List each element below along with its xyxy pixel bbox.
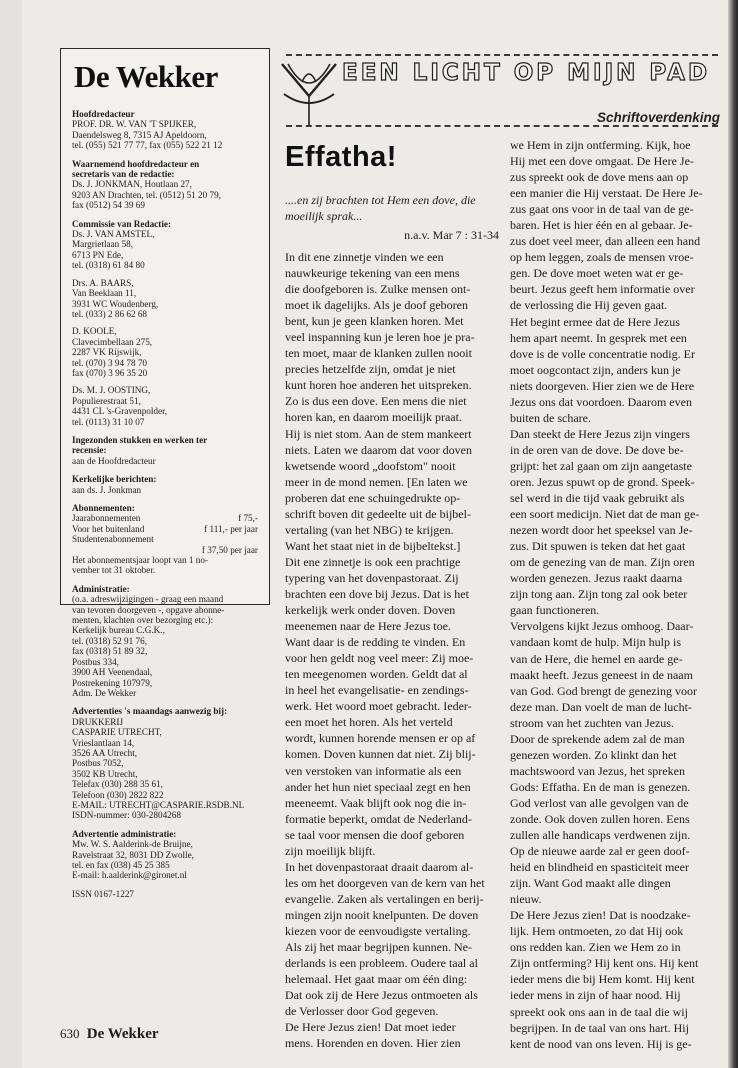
section-heading: Waarnemend hoofdredacteur en [72, 158, 200, 169]
quote-line: moeilijk sprak... [285, 208, 363, 223]
text-line: Telefax (030) 288 35 61, [72, 779, 163, 790]
article-text-line: ander het hun niet speciaal zegt en hen [285, 779, 471, 794]
page-binding-edge [728, 0, 738, 1068]
article-text-line: we Hem in zijn ontferming. Kijk, hoe [510, 138, 691, 152]
article-text-line: Zo is dus een dove. Een mens die niet [285, 394, 467, 409]
article-text-line: grijpt: het zal gaan om zijn aangetaste [510, 458, 692, 473]
article-text-line: zonde. Ook doven zullen horen. Eens [510, 811, 690, 826]
text-line: 4431 CL 's-Gravenpolder, [72, 406, 168, 417]
text-line: Ravelstraat 32, 8031 DD Zwolle, [72, 849, 194, 860]
text-line: Daendelsweg 8, 7315 AJ Apeldoorn, [72, 129, 207, 140]
article-text-line: maakt heeft. Jezus geneest in de naam [510, 667, 693, 682]
text-line: tel. en fax (038) 45 25 385 [72, 860, 170, 870]
text-line: Adm. De Wekker [72, 687, 137, 698]
article-text-line: oren. Jezus spuwt op de grond. Speek- [510, 474, 695, 489]
article-text-line: zus gaat ons voor in de taal van de ge- [510, 202, 694, 217]
header-rule-bottom [286, 125, 718, 127]
scan-margin [0, 0, 22, 1068]
article-text-line: Het begint ermee dat de Here Jezus [510, 314, 680, 329]
colophon-box [60, 48, 270, 899]
section-heading: Advertentie administratie: [72, 828, 177, 839]
commissie-member [72, 385, 258, 427]
article-text-line: Vervolgens kijkt Jezus omhoog. Daar- [510, 619, 694, 634]
article-text-line: lijk. Hem ontmoeten, zo dat Hij ook [510, 924, 684, 939]
section-heading: Advertenties 's maandags aanwezig bij: [72, 706, 228, 717]
article-text-line: op hem leggen, zoals de mensen vroe- [510, 250, 694, 265]
text-line: fax (070) 3 96 35 20 [72, 367, 148, 378]
text-line: aan de Hoofdredacteur [72, 455, 156, 466]
section-heading: recensie: [72, 445, 107, 456]
article-column-2 [510, 137, 703, 1052]
article-text-line: precies hetzelfde zijn, omdat je niet [285, 362, 456, 377]
article-text-line: ons redden kan. Zien we Hem zo in [510, 940, 681, 955]
article-text-line: helemaal. Het gaat maar om één ding: [285, 972, 468, 987]
hoofdredacteur-section [72, 109, 258, 151]
text-line: aan ds. J. Jonkman [72, 484, 142, 495]
article-text-line: mingen zijn nooit knelpunten. De doven [285, 907, 479, 922]
scripture-reference: n.a.v. Mar 7 : 31-34 [404, 228, 499, 242]
article-text-line: kerkelijk werk onder doven. Doven [285, 603, 456, 618]
article-text-line: spreekt ook ons aan in de taal die wij [510, 1004, 688, 1019]
article-text-line: Dat ook zij de Here Jezus ontmoeten als [285, 988, 478, 1003]
article-text-line: worden genezen. Jezus raakt daarna [510, 571, 683, 586]
article-text-line: Door de sprekende adem zal de man [510, 731, 685, 746]
article-text-line: In het dovenpastoraat draait daarom al- [285, 859, 474, 874]
section-heading: Hoofdredacteur [72, 109, 135, 119]
text-line: DRUKKERIJ [72, 716, 124, 727]
text-line: tel. (0318) 61 84 80 [72, 260, 145, 271]
magazine-logo: De Wekker [74, 59, 218, 94]
text-line: Drs. A. BAARS, [72, 277, 134, 288]
article-text-line: Hij met een dove omgaat. De Here Je- [510, 154, 694, 169]
text-line: Postbus 334, [72, 656, 119, 667]
article-text-line: in heel het evangelisatie- en zendings- [285, 683, 469, 698]
article-text-line: horen kan, en daarom moeilijk praat. [285, 410, 462, 425]
text-line: menten, klachten over bezorging etc.): [72, 615, 214, 626]
text-line: CASPARIE UTRECHT, [72, 727, 162, 738]
article-text-line: voor hen geldt nog veel meer: Zij moe- [285, 651, 474, 666]
commissie-section [72, 219, 258, 427]
waarnemend-section [72, 159, 258, 211]
article-text-line: baren. Het is hier één en al gebaar. Je- [510, 218, 693, 233]
commissie-member [72, 229, 258, 271]
text-line: tel. (070) 3 94 78 70 [72, 357, 148, 368]
text-line: 3931 WC Woudenberg, [72, 298, 159, 309]
text-line: E-mail: h.aalderink@gironet.nl [72, 870, 187, 881]
article-text-line: zus spreekt ook de dove mens aan op [510, 170, 689, 185]
article-text-line: machtswoord van Jezus, het spreken [510, 763, 685, 778]
article-text-line: niets doorgeven. Hier zien we de Here [510, 378, 695, 393]
text-line: Ds. J. JONKMAN, Houtlaan 27, [72, 179, 192, 190]
commissie-member [72, 278, 258, 320]
article-text-line: schrift boven dit gedeelte uit de bijbel- [285, 506, 471, 521]
article-text-line: kunt horen hoe anderen het uitspreken. [285, 378, 472, 393]
article-text-line: sel werd in die tijd vaak gebruikt als [510, 491, 685, 506]
text-line: 6713 PN Ede, [72, 249, 124, 260]
article-text-line: ten meegenomen worden. Geldt dat al [285, 667, 468, 682]
article-text-line: zijn moeilijk blijft. [285, 843, 376, 858]
scripture-quote [285, 193, 500, 224]
text-line: van tevoren doorgeven -, opgave abonne- [72, 604, 225, 615]
article-text-line: formatie beperkt, omdat de Nederland- [285, 811, 472, 826]
article-text-line: vertaling (van het NBG) te krijgen. [285, 522, 454, 537]
article-text-line: derlands is een probleem. Oudere taal al [285, 956, 478, 971]
article-text-line: Gods: Effatha. En de man is genezen. [510, 779, 691, 794]
article-text-line: Jezus ons dat voordoen. Daarom even [510, 394, 692, 409]
article-text-line: meer in de mond nemen. [En laten we [285, 474, 468, 489]
administratie-section [72, 584, 258, 698]
text-line: Populierestraat 51, [72, 395, 141, 406]
price-label: Voor het buitenland [72, 523, 145, 534]
article-text-line: De Here Jezus zien! Dat is noodzake- [510, 908, 691, 923]
article-text-line: ven verstoken van informatie als een [285, 763, 462, 778]
article-text-line: wordt, kunnen horende mensen er op af [285, 731, 476, 746]
article-text-line: ieder mens in zijn of haar nood. Hij [510, 988, 681, 1003]
text-line: vember tot 31 oktober. [72, 565, 156, 576]
issn-number: ISSN 0167-1227 [72, 888, 135, 899]
article-text-line: brachten een dove bij Jezus. Dat is het [285, 586, 469, 601]
article-text-line: van de Here, die hemel en aarde ge- [510, 651, 683, 666]
article-text-line: genezen worden. Zo klinkt dan het [510, 747, 677, 762]
article-text-line: Want het staat niet in de bijbeltekst.] [285, 538, 461, 553]
page-footer [60, 1026, 159, 1043]
article-text-line: van God. God brengt de genezing voor [510, 683, 697, 698]
article-text-line: Zijn ontferming? Hij kent ons. Hij kent [510, 956, 699, 971]
section-heading: secretaris van de redactie: [72, 169, 175, 180]
price-row [72, 513, 258, 523]
article-text-line: zijn. Want God maakt alle dingen [510, 876, 671, 891]
article-text-line: Als zij het maar begrijpen kunnen. Ne- [285, 940, 472, 955]
article-text-line: om de genezing van de man. Zijn oren [510, 555, 695, 570]
article-text-line: Op de nieuwe aarde zal er geen doof- [510, 844, 690, 859]
text-line: tel. (033) 2 86 62 68 [72, 308, 148, 319]
article-text-line: kiezen voor de eenvoudigste vertaling. [285, 923, 471, 938]
text-line: Van Beeklaan 11, [72, 288, 137, 299]
article-text-line: stroom van het zuchten van Jezus. [510, 715, 674, 730]
article-text-line: in de oren van de dove. De dove be- [510, 442, 684, 457]
article-text-line: God verlost van alle gevolgen van de [510, 795, 689, 810]
advertentie-admin-section [72, 829, 258, 881]
article-text-line: se taal voor mensen die doof geboren [285, 827, 465, 842]
article-text-line: nezen wordt door het speeksel van Je- [510, 523, 693, 538]
article-text-line: moet ik dagelijks. Als je doof geboren [285, 298, 468, 313]
article-text-line: veel inspanning kun je leren hoe je pra- [285, 330, 475, 345]
article-column-1 [285, 249, 485, 1051]
article-text-line: les om het doorgeven van de kern van het [285, 875, 485, 890]
article-text-line: proberen dat ene schuingedrukte op- [285, 490, 461, 505]
price-row [72, 534, 258, 544]
text-line: tel. (0318) 52 91 76, [72, 635, 148, 646]
kerkelijke-section [72, 474, 258, 495]
text-line: Postbus 7052, [72, 758, 124, 769]
text-line: Het abonnementsjaar loopt van 1 no- [72, 555, 208, 566]
section-heading: Administratie: [72, 583, 130, 594]
text-line: Postrekening 107979, [72, 677, 153, 688]
article-text-line: evangelie. Zaken als vertalingen en berij- [285, 891, 484, 906]
text-line: Kerkelijk bureau C.G.K., [72, 625, 165, 636]
article-text-line: komen. Doven kunnen dat niet. Zij blij- [285, 747, 476, 762]
text-line: Margrietlaan 58, [72, 239, 134, 250]
text-line: 3526 AA Utrecht, [72, 747, 138, 758]
article-text-line: Dit ene zinnetje is ook een prachtige [285, 554, 461, 569]
article-text-line: Dan steekt de Here Jezus zijn vingers [510, 426, 690, 441]
text-line: tel. (0113) 31 10 07 [72, 416, 145, 427]
section-label: Schriftoverdenking [596, 110, 720, 125]
section-heading: Abonnementen: [72, 503, 135, 513]
article-text-line: typering van het dovenpastoraat. Zij [285, 570, 459, 585]
article-text-line: niets. Laten we daarom dat voor doven [285, 442, 472, 457]
article-text-line: Hij is niet stom. Aan de stem mankeert [285, 426, 472, 441]
price-label: Jaarabonnementen [72, 513, 141, 524]
article-text-line: een soort medicijn. Niet dat de man ge- [510, 507, 700, 522]
column-banner: EEN LICHT OP MIJN PAD [342, 60, 711, 86]
text-line: Telefoon (030) 2822 822 [72, 789, 164, 800]
text-line: Clavecimbellaan 275, [72, 336, 153, 347]
text-line: Ds. M. J. OOSTING, [72, 385, 151, 396]
article-text-line: de verlossing die Hij geven gaat. [510, 298, 668, 313]
ingezonden-section [72, 435, 258, 466]
text-line: 2287 VK Rijswijk, [72, 347, 142, 358]
text-line: fax (0512) 54 39 69 [72, 200, 145, 211]
article-text-line: moet oogcontact zijn, anders kun je [510, 362, 681, 377]
article-text-line: bent, kun je geen klanken horen. Met [285, 314, 464, 329]
price-row [72, 524, 258, 534]
price-row [72, 545, 258, 555]
article-text-line: dove is de volle concentratie nodig. Er [510, 346, 695, 361]
text-line: PROF. DR. W. VAN 'T SPIJKER, [72, 119, 197, 130]
price-value: f 37,50 per jaar [201, 544, 258, 555]
article-text-line: meeneemt. Vaak blijft ook nog die in- [285, 795, 467, 810]
article-text-line: deze man. Dan voelt de man de lucht- [510, 699, 692, 714]
article-text-line: heid en blindheid en spasticiteit meer [510, 860, 689, 875]
article-text-line: gaan functioneren. [510, 603, 600, 618]
page-number: 630 [60, 1026, 80, 1041]
price-value: f 111,- per jaar [204, 523, 258, 534]
text-line: D. KOOLE, [72, 326, 117, 337]
article-text-line: kent de nood van ons leven. Hij is ge- [510, 1036, 692, 1051]
article-text-line: zus doet veel meer, dan alleen een hand [510, 234, 701, 249]
article-text-line: buiten de schare. [510, 410, 591, 425]
article-text-line: nieuw. [510, 892, 542, 907]
text-line: (o.a. adreswijzigingen - graag een maand [72, 594, 224, 605]
article-text-line: beurt. Jezus geeft hem informatie over [510, 282, 695, 297]
article-text-line: zullen alle handicaps verdwenen zijn. [510, 828, 691, 843]
quote-line: ....en zij brachten tot Hem een dove, die [285, 193, 476, 207]
text-line: E-MAIL: UTRECHT@CASPARIE.RSDB.NL [72, 799, 245, 810]
article-text-line: een manier die Hij verstaat. De Here Je- [510, 186, 703, 201]
article-text-line: meenemen naar de Here Jezus toe. [285, 619, 451, 634]
advertenties-section [72, 706, 258, 820]
article-text-line: ten moet, maar de klanken zullen nooit [285, 346, 472, 361]
article-text-line: kwetsende woord „doofstom" nooit [285, 458, 456, 473]
article-text-line: de Verlosser door God gegeven. [285, 1004, 439, 1019]
lamp-icon [278, 56, 340, 130]
section-heading: Commissie van Redactie: [72, 218, 172, 229]
article-text-line: ieder mens die bij Hem komt. Hij kent [510, 972, 695, 987]
text-line: fax (0318) 51 89 32, [72, 646, 148, 657]
text-line: Vrieslantlaan 14, [72, 737, 135, 748]
footer-brand: De Wekker [86, 1026, 159, 1042]
article-text-line: een moet het horen. Als het verteld [285, 715, 453, 730]
article-text-line: werk. Het woord moet gebracht. Ieder- [285, 699, 472, 714]
article-text-line: gen. De dove moet weten wat er ge- [510, 266, 684, 281]
text-line: Ds. J. VAN AMSTEL, [72, 229, 155, 240]
article-text-line: In dit ene zinnetje vinden we een [285, 250, 444, 264]
article-title: Effatha! [285, 141, 397, 173]
article-text-line: De Here Jezus zien! Dat moet ieder [285, 1020, 456, 1035]
article-text-line: mens. Horenden en doven. Hier zien [285, 1036, 461, 1051]
text-line: Mw. W. S. Aalderink-de Bruijne, [72, 839, 193, 850]
article-text-line: Want daar is de redding te vinden. En [285, 635, 466, 650]
article-text-line: vandaan komt de hulp. Mijn hulp is [510, 635, 681, 650]
article-text-line: zus. Dit spuwen is teken dat het gaat [510, 539, 686, 554]
text-line: tel. (055) 521 77 77, fax (055) 522 21 12 [72, 140, 223, 151]
article-text-line: die doofgeboren is. Zulke mensen ont- [285, 282, 471, 297]
section-heading: Ingezonden stukken en werken ter [72, 434, 208, 445]
header-rule-top [286, 54, 718, 56]
section-heading: Kerkelijke berichten: [72, 474, 157, 485]
article-text-line: hem apart neemt. In gesprek met een [510, 330, 687, 345]
price-label: Studentenabonnement [72, 534, 154, 545]
text-line: ISDN-nummer: 030-2804268 [72, 810, 181, 821]
article-text-line: nauwkeurige tekening van een mens [285, 266, 460, 281]
price-value: f 75,- [238, 513, 258, 524]
abonnementen-section [72, 503, 258, 576]
article-text-line: begrijpen. In de taal van ons hart. Hij [510, 1020, 689, 1035]
article-text-line: zijn tong aan. Zijn tong zal ook beter [510, 587, 688, 602]
text-line: 9203 AN Drachten, tel. (0512) 51 20 79, [72, 189, 222, 200]
text-line: 3900 AH Veenendaal, [72, 667, 153, 678]
commissie-member [72, 326, 258, 378]
text-line: 3502 KB Utrecht, [72, 768, 138, 779]
